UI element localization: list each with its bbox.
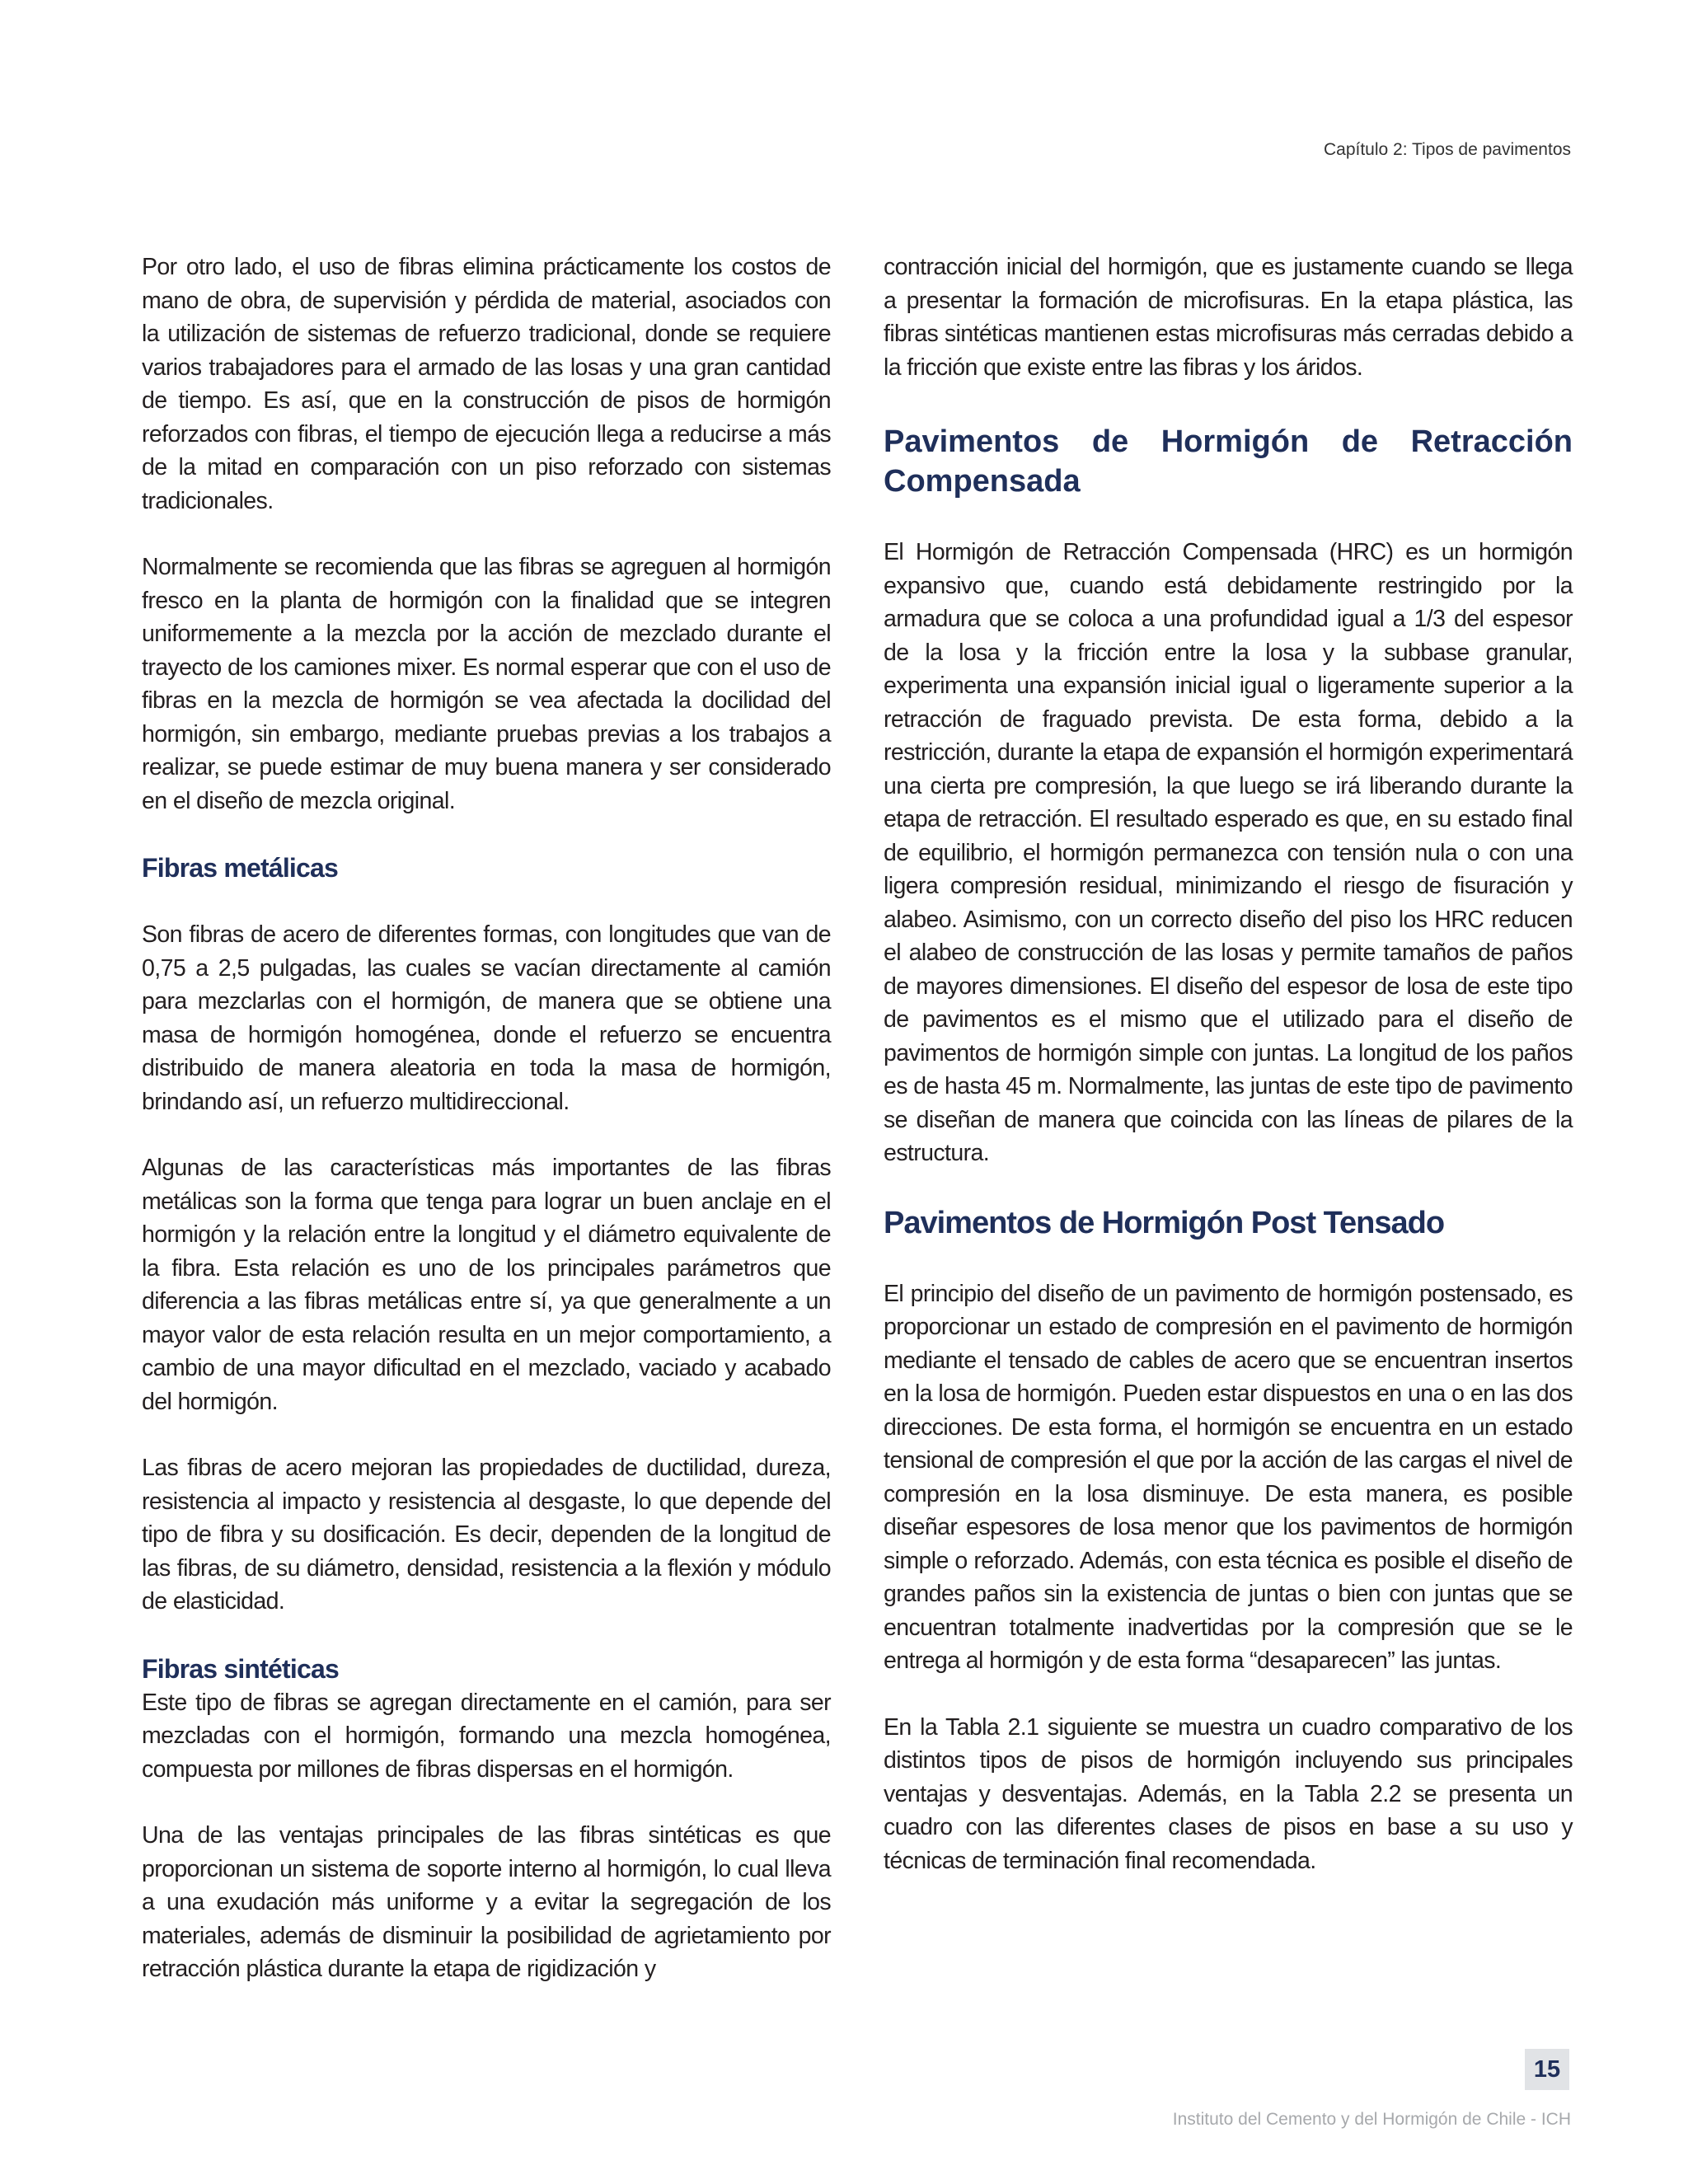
paragraph: Normalmente se recomienda que las fibras se agreguen al hormigón fresco en la planta de hormigón con la finalidad que se integren uniformemente a la mezcla por la acción de mezclado durante el trayecto de los camiones mixer. Es normal esperar que con el uso de fibras en la mezcla de hormigón se vea afectada la docilidad del hormigón, sin embargo, mediante pruebas previas a los trabajos a realizar, se puede estimar de muy buena manera y ser considerado en el diseño de mezcla original. xyxy=(142,554,831,814)
paragraph: En la Tabla 2.1 siguiente se muestra un cuadro comparativo de los distintos tipos de pisos de hormigón incluyendo sus principales ventajas y desventajas. Además, en la Tabla 2.2 se presenta un cuadro con las diferentes clases de pisos en base a su uso y técnicas de terminación final recomendada. xyxy=(884,1713,1573,1874)
paragraph: El principio del diseño de un pavimento de hormigón postensado, es proporcionar un estado de compresión en el pavimento de hormigón mediante el tensado de cables de acero que se encuentran insertos en la losa de hormigón. Pueden estar dispuestos en una o en las dos direcciones. De esta forma, el hormigón se encuentra en un estado tensional de compresión el que por la acción de las cargas el nivel de compresión en la losa disminuye. De esta manera, es posible diseñar espesores de losa menor que los pavimentos de hormigón simple o reforzado. Además, con esta técnica es posible el diseño de grandes paños sin la existencia de juntas o bien con juntas que se encuentran totalmente inadvertidas por la compresión que se le entrega al hormigón y de esta forma “desaparecen” las juntas. xyxy=(884,1280,1573,1674)
right-column xyxy=(884,251,1573,1877)
paragraph: contracción inicial del hormigón, que es justamente cuando se llega a presentar la formación de microfisuras. En la etapa plástica, las fibras sintéticas mantienen estas microfisuras más cerradas debido a la fricción que existe entre las fibras y los áridos. xyxy=(884,254,1573,381)
paragraph: Este tipo de fibras se agregan directamente en el camión, para ser mezcladas con el hormigón, formando una mezcla homogénea, compuesta por millones de fibras dispersas en el hormigón. xyxy=(142,1689,831,1783)
paragraph: Por otro lado, el uso de fibras elimina prácticamente los costos de mano de obra, de supervisión y pérdida de material, asociados con la utilización de sistemas de refuerzo tradicional, donde se requiere varios trabajadores para el armado de las losas y una gran cantidad de tiempo. Es así, que en la construcción de pisos de hormigón reforzados con fibras, el tiempo de ejecución llega a reducirse a más de la mitad en comparación con un piso reforzado con sistemas tradicionales. xyxy=(142,254,831,514)
heading-fibras-sinteticas: Fibras sintéticas xyxy=(142,1653,339,1684)
paragraph: El Hormigón de Retracción Compensada (HRC) es un hormigón expansivo que, cuando está debidamente restringido por la armadura que se coloca a una profundidad igual a 1/3 del espesor de la losa y la fricción entre la losa y la subbase granular, experimenta una expansión inicial igual o ligeramente superior a la retracción de fraguado prevista. De esta forma, debido a la restricción, durante la etapa de expansión el hormigón experimentará una cierta pre compresión, la que luego se irá liberando durante la etapa de retracción. El resultado esperado es que, en su estado final de equilibrio, el hormigón permanezca con tensión nula o con una ligera compresión residual, minimizando el riesgo de fisuración y alabeo. Asimismo, con un correcto diseño del piso los HRC reducen el alabeo de construcción de las losas y permite tamaños de paños de mayores dimensiones. El diseño del espesor de losa de este tipo de pavimentos es el mismo que el utilizado para el diseño de pavimentos de hormigón simple con juntas. La longitud de los paños es de hasta 45 m. Normalmente, las juntas de este tipo de pavimento se diseñan de manera que coincida con las líneas de pilares de la estructura. xyxy=(884,539,1573,1166)
running-header: Capítulo 2: Tipos de pavimentos xyxy=(1323,140,1571,159)
heading-fibras-metalicas: Fibras metálicas xyxy=(142,853,338,883)
paragraph: Una de las ventajas principales de las fibras sintéticas es que proporcionan un sistema de soporte interno al hormigón, lo cual lleva a una exudación más uniforme y a evitar la segregación de los materiales, además de disminuir la posibilidad de agrietamiento por retracción plástica durante la etapa de rigidización y xyxy=(142,1822,831,1982)
paragraph: Son fibras de acero de diferentes formas, con longitudes que van de 0,75 a 2,5 pulgadas, las cuales se vacían directamente al camión para mezclarlas con el hormigón, de manera que se obtiene una masa de hormigón homogénea, donde el refuerzo se encuentra distribuido de manera aleatoria en toda la masa de hormigón, brindando así, un refuerzo multidireccional. xyxy=(142,921,831,1115)
page-number: 15 xyxy=(1525,2049,1569,2090)
paragraph: Las fibras de acero mejoran las propiedades de ductilidad, dureza, resistencia al impacto y resistencia al desgaste, lo que depende del tipo de fibra y su dosificación. Es decir, dependen de la longitud de las fibras, de su diámetro, densidad, resistencia a la flexión y módulo de elasticidad. xyxy=(142,1455,831,1615)
heading-retraccion-compensada: Pavimentos de Hormigón de Retracción Compensada xyxy=(884,424,1573,499)
footer-publisher: Instituto del Cemento y del Hormigón de Chile - ICH xyxy=(1172,2110,1571,2129)
left-column xyxy=(142,251,831,1986)
paragraph: Algunas de las características más importantes de las fibras metálicas son la forma que tenga para lograr un buen anclaje en el hormigón y la relación entre la longitud y el diámetro equivalente de la fibra. Esta relación es uno de los principales parámetros que diferencia a las fibras metálicas entre sí, ya que generalmente a un mayor valor de esta relación resulta en un mejor comportamiento, a cambio de una mayor dificultad en el mezclado, vaciado y acabado del hormigón. xyxy=(142,1155,831,1415)
heading-post-tensado: Pavimentos de Hormigón Post Tensado xyxy=(884,1205,1445,1240)
